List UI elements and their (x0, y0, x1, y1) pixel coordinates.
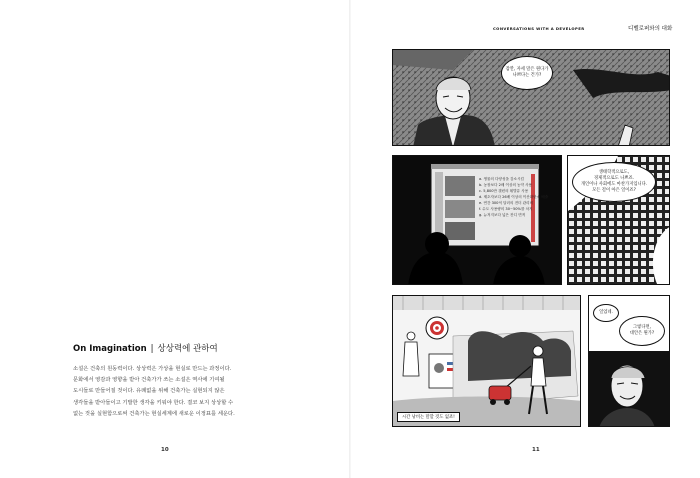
slide-bullet: g. 뉴저지보다 넓은 잔디 면적 (479, 213, 526, 217)
slide-bullet: e. 연간 300억 달러의 전더 관리비 (479, 201, 534, 205)
section-title (73, 342, 218, 354)
body-paragraph (73, 364, 273, 420)
body-line: 문화에서 영감과 영향을 받아 건축가가 쓰는 소설은 역사에 기여될 (73, 377, 225, 384)
page-number-right: 11 (532, 447, 540, 453)
body-line: 도시들로 만들어질 것이다. 유례없을 위해 건축가는 실현되지 않은 (73, 388, 225, 395)
running-header-ko: 디벨로퍼와의 대화 (628, 26, 673, 32)
speech-bubble-3: 생태학적으로도, 경제적으로도 나쁘죠. 개인이나 사회에도 마찬가지입니다. 모든 걸이 아은 일이죠? (572, 162, 656, 202)
comic-panel-1 (392, 49, 670, 146)
running-header-en: CONVERSATIONS WITH A DEVELOPER (493, 26, 585, 31)
speech-bubble-1: 잠깐, 자세 말은 원다가 나쁘다는 건가? (501, 56, 553, 90)
comic-panel-2 (392, 155, 562, 285)
slide-bullet: b. 농장보다 2배 이상의 농약 사용 (479, 183, 533, 187)
speech-bubble-5b: 그렇다면, 대안은 뭔가? (619, 316, 665, 346)
body-line: 생각들을 받아들이고 기발한 생각을 키워야 한다. 결코 보지 상상할 수 (73, 399, 234, 406)
section-title-ko: 상상력에 관하여 (157, 344, 218, 354)
slide-bullet: d. 제초자보다 26배 이상의 이산화탄소 배출 (479, 195, 549, 199)
section-title-separator: | (150, 344, 154, 354)
slide-bullet-list (479, 176, 548, 218)
slide-bullet: c. 5,800만 갤런의 휘발유 사용 (479, 189, 529, 193)
slide-bullet: a. 생물의 다양성을 감소시킴 (479, 177, 524, 181)
page-number-left: 10 (161, 447, 169, 453)
caption-box: 시간 낭비는 말할 것도 없죠! (397, 412, 460, 422)
panel-4-illustration (393, 296, 581, 427)
comic-panel-5 (588, 295, 670, 427)
speech-bubble-5a: 일었네. (593, 304, 619, 322)
body-line: 소설은 건축의 원동력이다. 상상력은 가상을 현실로 만드는 과정이다. (73, 366, 232, 372)
comic-panel-3 (567, 155, 670, 285)
body-line: 없는 것을 실현함으로써 건축가는 현실세계에 새로운 이정표를 세운다. (73, 410, 235, 417)
section-title-en: On Imagination (73, 344, 147, 354)
slide-bullet: f. 수도 사용량의 30~50%를 차지 (479, 207, 533, 211)
comic-panel-4 (392, 295, 581, 427)
page-gutter (349, 0, 351, 478)
